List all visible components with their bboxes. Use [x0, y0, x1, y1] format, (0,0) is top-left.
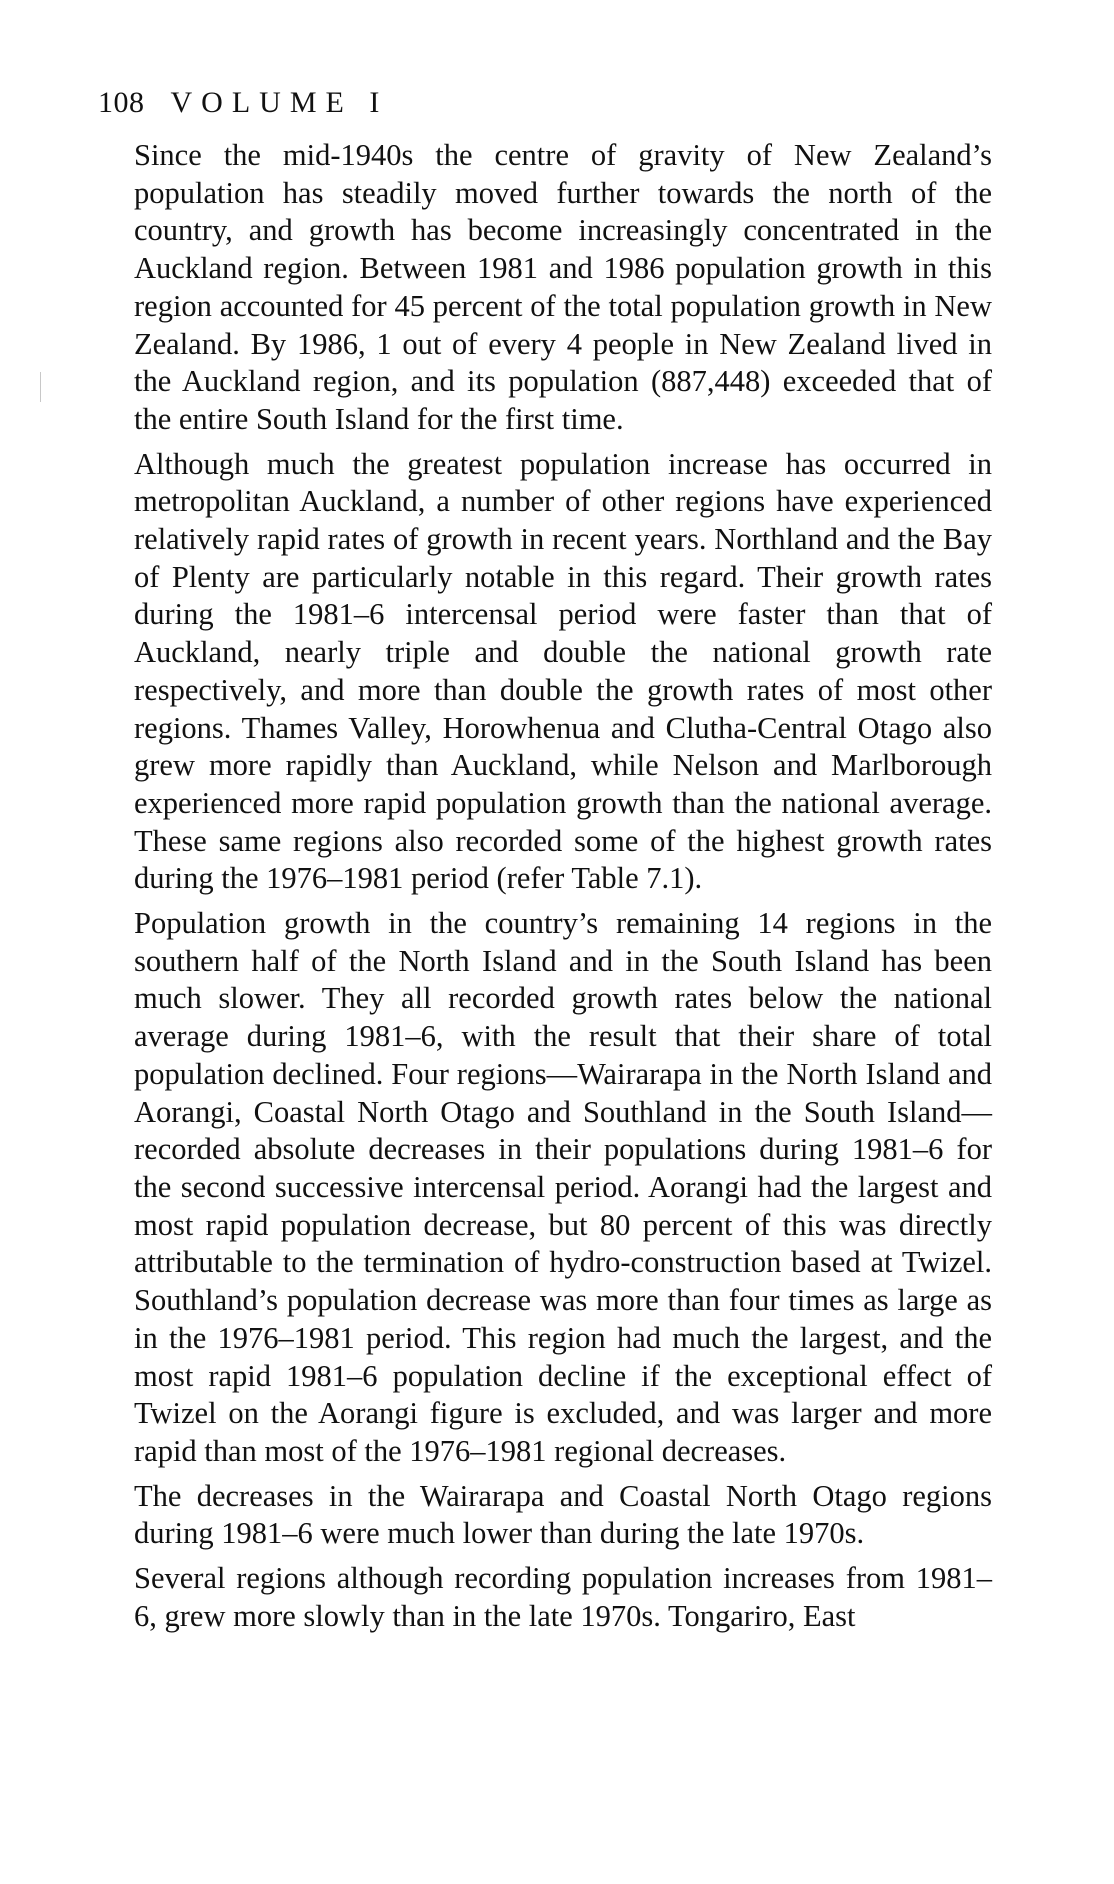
paragraph-4: The decreases in the Wairarapa and Coastal North Otago regions during 1981–6 were much lower than during the late 1970s.	[134, 1478, 992, 1551]
paragraph-3: Population growth in the country’s remaining 14 regions in the southern half of the North Island and in the South Island has been much slower. They all recorded growth rates below the national average during 1981–6, with the result that their share of total population declined. Four regions—Wairarapa in the North Island and Aorangi, Coastal North Otago and Southland in the South Island—recorded absolute decreases in their populations during 1981–6 for the second successive intercensal period. Aorangi had the largest and most rapid population decrease, but 80 percent of this was directly attributable to the termination of hydro-construction based at Twizel. Southland’s population decrease was more than four times as large as in the 1976–1981 period. This region had much the largest, and the most rapid 1981–6 population decline if the exceptional effect of Twizel on the Aorangi figure is excluded, and was larger and more rapid than most of the 1976–1981 regional decreases.	[134, 906, 992, 1468]
body-text	[134, 137, 992, 1642]
volume-label: VOLUME I	[170, 86, 389, 119]
paragraph-1: Since the mid-1940s the centre of gravity of New Zealand’s population has steadily moved further towards the north of the country, and growth has become increasingly concentrated in the Auckland region. Between 1981 and 1986 population growth in this region accounted for 45 percent of the total population growth in New Zealand. By 1986, 1 out of every 4 people in New Zealand lived in the Auckland region, and its population (887,448) exceeded that of the entire South Island for the first time.	[134, 138, 992, 436]
paragraph-5: Several regions although recording population increases from 1981–6, grew more slowly than in the late 1970s. Tongariro, East	[134, 1561, 992, 1633]
margin-mark	[40, 372, 41, 402]
paragraph-2: Although much the greatest population increase has occurred in metropolitan Auckland, a number of other regions have experienced relatively rapid rates of growth in recent years. Northland and the Bay of Plenty are particularly notable in this regard. Their growth rates during the 1981–6 intercensal period were faster than that of Auckland, nearly triple and double the national growth rate respectively, and more than double the growth rates of most other regions. Thames Valley, Horowhenua and Clutha-Central Otago also grew more rapidly than Auckland, while Nelson and Marlborough experienced more rapid population growth than the national average. These same regions also recorded some of the highest growth rates during the 1976–1981 period (refer Table 7.1).	[134, 446, 992, 896]
running-head	[98, 88, 388, 118]
page-number: 108	[98, 86, 145, 119]
